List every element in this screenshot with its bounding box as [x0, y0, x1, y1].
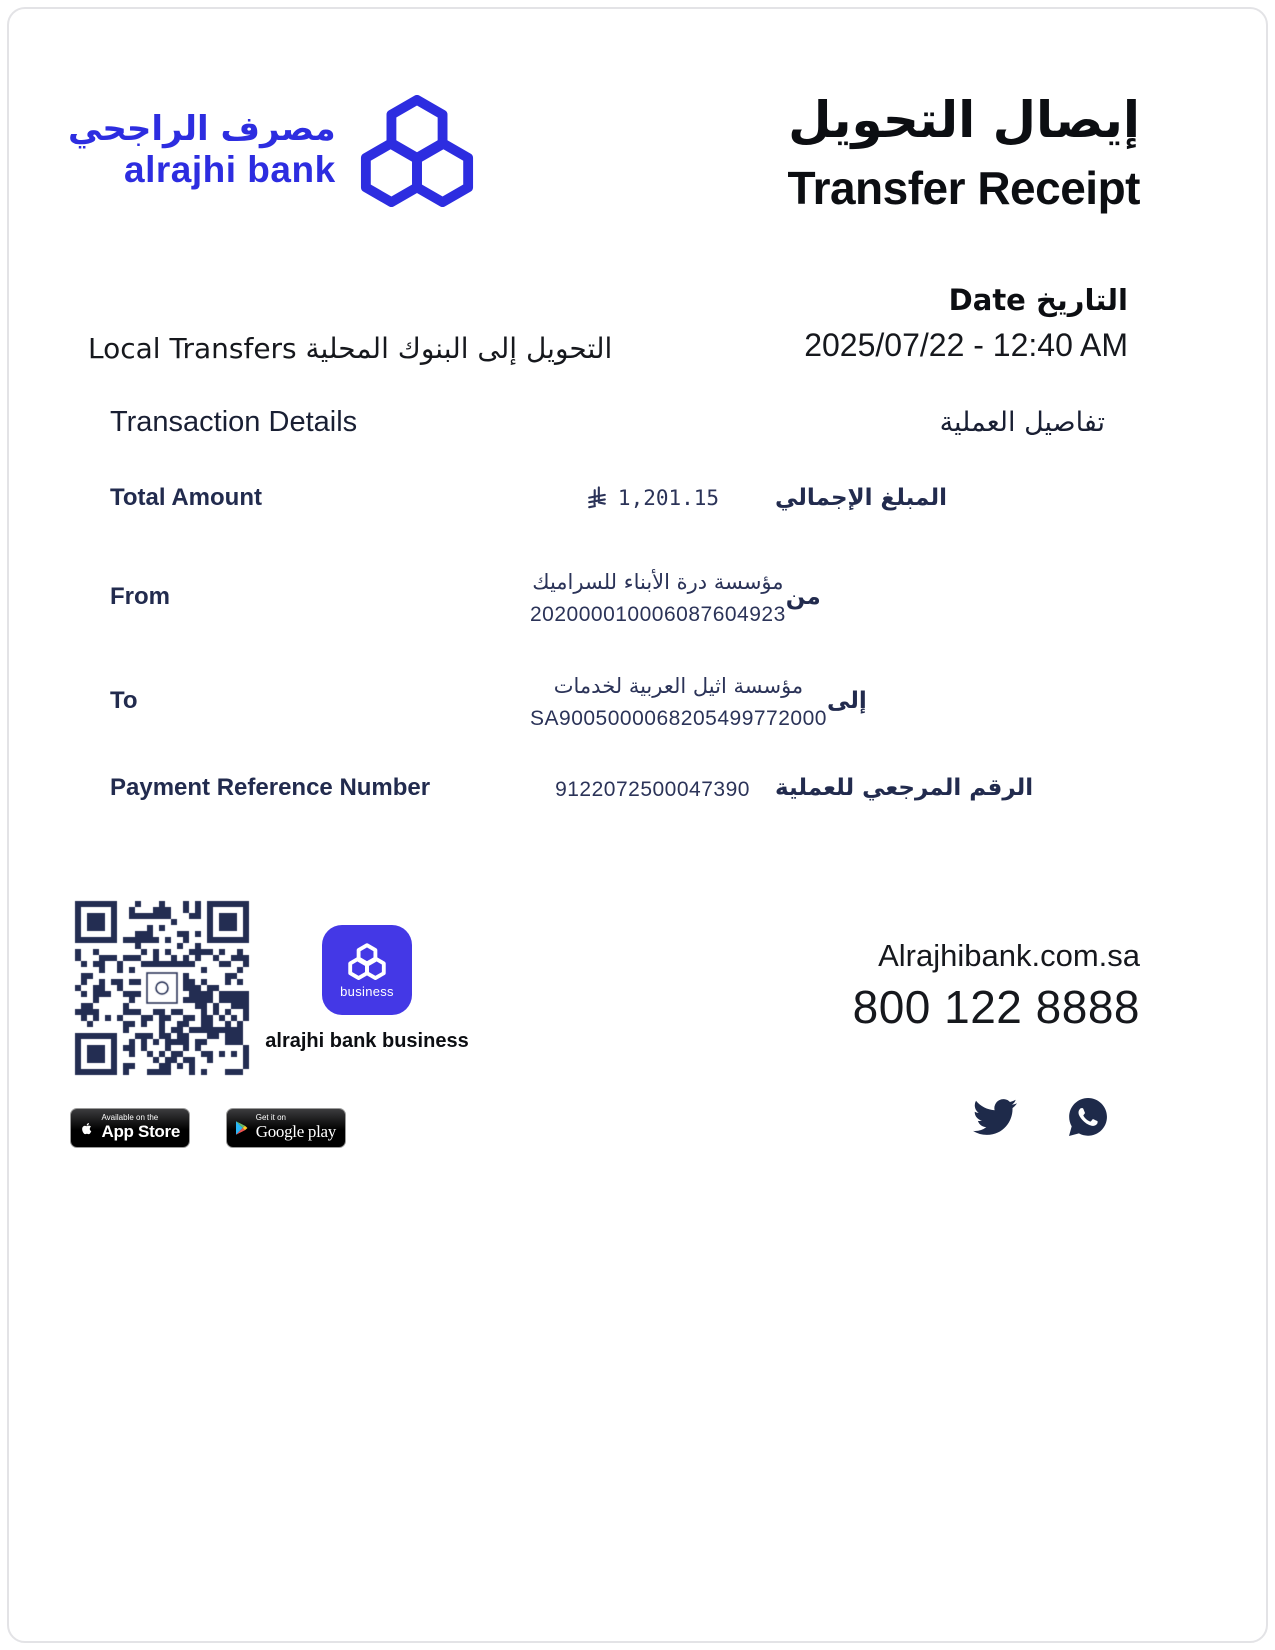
google-play-icon — [236, 1117, 248, 1139]
section-title-arabic: تفاصيل العملية — [939, 407, 1105, 438]
from-row — [110, 558, 1105, 636]
google-play-badge[interactable] — [226, 1108, 346, 1148]
date-block — [804, 283, 1128, 364]
contact-block — [853, 938, 1140, 1034]
to-iban: SA9005000068205499772000 — [530, 706, 827, 730]
payment-reference-row — [110, 770, 1105, 806]
receipt-title-english: Transfer Receipt — [787, 162, 1140, 214]
to-row — [110, 662, 1105, 740]
business-app-label: business — [340, 983, 394, 999]
app-store-badge-bottom: App Store — [101, 1122, 180, 1142]
payment-reference-label-en: Payment Reference Number — [110, 774, 431, 801]
app-store-badge-top: Available on the — [101, 1113, 159, 1123]
total-amount-number: 1,201.15 — [617, 486, 720, 510]
section-title — [110, 406, 1105, 439]
page-border — [7, 7, 1268, 1643]
date-label: التاريخ Date — [948, 283, 1128, 317]
google-play-badge-top: Get it on — [255, 1113, 286, 1123]
receipt-title-arabic: إيصال التحويل — [788, 91, 1140, 149]
social-icons — [973, 1098, 1107, 1136]
total-amount-label-ar: المبلغ الإجمالي — [775, 485, 947, 511]
phone-number: 800 122 8888 — [852, 981, 1140, 1033]
store-badges — [70, 1108, 346, 1148]
twitter-icon[interactable] — [973, 1098, 1017, 1136]
website: Alrajhibank.com.sa — [878, 938, 1140, 973]
bank-logo-text — [68, 110, 336, 192]
total-amount-label-en: Total Amount — [110, 484, 262, 511]
from-name: مؤسسة درة الأبناء للسراميك — [532, 570, 784, 595]
to-label-en: To — [110, 687, 138, 714]
bank-name-arabic: مصرف الراجحي — [68, 109, 336, 150]
from-label-en: From — [110, 583, 170, 610]
transfer-type: Local Transfers التحويل إلى البنوك المحلية — [88, 332, 613, 365]
date-value: 2025/07/22 - 12:40 AM — [804, 327, 1128, 363]
to-label-ar: إلى — [826, 688, 867, 714]
business-app-icon — [322, 925, 412, 1015]
payment-reference-label-ar: الرقم المرجعي للعملية — [775, 775, 1034, 801]
app-store-badge[interactable] — [70, 1108, 190, 1148]
qr-code — [72, 898, 252, 1083]
to-name: مؤسسة اثيل العربية لخدمات — [553, 674, 804, 699]
transaction-details — [110, 472, 1105, 806]
business-app-name: alrajhi bank business — [265, 1030, 469, 1052]
business-app-logo-icon — [346, 942, 388, 982]
bank-name-english: alrajhi bank — [124, 149, 336, 191]
bank-logo-icon — [358, 95, 476, 207]
from-value — [530, 567, 786, 627]
bank-logo — [68, 95, 476, 207]
total-amount-row — [110, 480, 1105, 516]
receipt-title — [788, 88, 1140, 215]
section-title-english: Transaction Details — [110, 406, 358, 438]
google-play-badge-bottom: Google play — [255, 1122, 336, 1142]
payment-reference-value: 9122072500047390 — [555, 778, 750, 801]
apple-icon — [80, 1115, 93, 1141]
from-label-ar: من — [785, 584, 821, 610]
whatsapp-icon[interactable] — [1069, 1098, 1107, 1136]
total-amount-value — [530, 486, 775, 510]
from-account-number: 202000010006087604923 — [530, 602, 786, 626]
to-value — [530, 671, 827, 731]
riyal-symbol-icon — [586, 486, 608, 510]
